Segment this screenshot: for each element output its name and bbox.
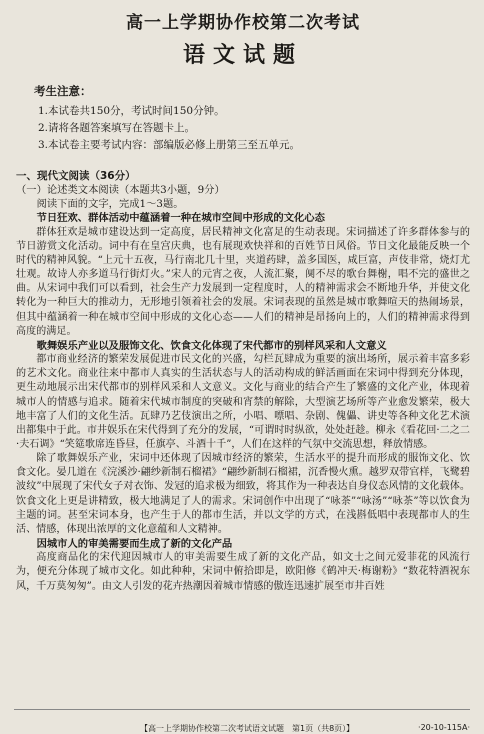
passage-heading-2: 歌舞娱乐产业以及服饰文化、饮食文化体现了宋代都市的别样风采和人文意义 <box>36 339 387 352</box>
exam-title: 高一上学期协作校第二次考试 <box>126 13 360 33</box>
notice-item: 2.请将各题答案填写在答题卡上。 <box>38 122 196 134</box>
instruction: 阅读下面的文字，完成1～3题。 <box>36 198 184 211</box>
footer-page-info: 【高一上学期协作校第二次考试语文试题 第1页（共8页）】 <box>140 724 355 733</box>
passage-heading-1: 节日狂欢、群体活动中蕴涵着一种在城市空间中形成的文化心态 <box>36 212 325 225</box>
footer-code: ·20-10-115A· <box>418 723 470 732</box>
passage-heading-3: 因城市人的审美需要而生成了新的文化产品 <box>36 538 233 551</box>
passage-paragraph-4: 高度商品化的宋代迎因城市人的审美需要生成了新的文化产品，如文士之间元爱菲花的风流行为，便充分体现了城市文化。如此种种，宋词中俯拾即是，欧阳修《鹤冲天·梅谢粉》“数花特酒祝东风，千万莫匆匆”。由文人引发的花卉热潮因着城市情感的傲连迅速扩展至市井百姓 <box>16 552 470 592</box>
notice-title: 考生注意： <box>34 84 92 98</box>
notice-item: 1.本试卷共150分，考试时间150分钟。 <box>38 105 225 117</box>
section-title: 一、现代文阅读（36分） <box>16 170 136 182</box>
subject-title: 语文试题 <box>182 43 303 68</box>
passage-paragraph-3: 除了歌舞娱乐产业，宋词中还体现了因城市经济的繁荣，生活水平的提升而形成的服饰文化、饮食文化。晏几道在《浣溪沙·翩纱新制石榴裙》“翩纱新制石榴裙，沉香慢火熏。越罗双带官样，飞鹭碧波纹”中展现了宋代女子对衣饰、发冠的追求极为细致，将其作为一种表达自身仪态风情的文化载体。饮食文化上更是讲精致，极大地满足了人的需求。宋词创作中出现了“咏茶”“咏汤”“咏茶”等以饮食为主题的词。甚至宋词本身，也产生于人的都市生活，并以文学的方式，在浅斟低唱中表现都市人的生活、情感，体现出浓厚的文化意蕴和人文精神。 <box>16 453 470 535</box>
subsection-title: （一）论述类文本阅读（本题共3小题，9分） <box>16 184 225 196</box>
passage-paragraph-2: 都市商业经济的繁荣发展促进市民文化的兴盛，勾栏瓦肆成为重要的演出场所，展示着丰富多彩的艺术文化。商业往来中都市人真实的生活状态与人的活动构成的鲜活画面在宋词中得到充分体现，更生动地展示出宋代都市的别样风采和人文意义。文化与商业的结合产生了繁盛的文化产业，体现着城市人的情感与追求。随着宋代城市制度的突破和宵禁的解除，大型演艺场所等产业愈发繁荣，极大地丰富了人们的文化生活。瓦肆乃艺伎演出之所，小唱、嘌唱、杂剧、傀儡、讲史等各种文化艺术演出都集中于此。市井娱乐在宋代得到了充分的发展，“可谓时时纵欲，处处赶趁。柳永《看花回·二之二·夫石调》“笑筵歌席连昏昼，任旗亭、斗酒十千”，人们在这样的气氛中交流思想，释放情感。 <box>16 354 470 450</box>
footer-divider <box>14 709 470 710</box>
passage-paragraph-1: 群体狂欢是城市建设达到一定高度，居民精神文化富足的生动表现。宋词描述了许多群体参与的节日游赏文化活动。词中有在皇宫庆典，也有展现欢快祥和的百姓节日风俗。节日文化最能反映一个时代的精神风貌。“上元十五夜，马行南北几十里，夹道药肆，盖多国医，咸巨富，声伎非常，烧灯尤壮观。故诗人亦多道马行街灯火。”宋人的元宵之夜，人流汇聚，阒不尽的歌台舞榭，唱不完的盛世之曲。从宋词中我们可以看到，社会生产力发展到一定程度时，人的精神需求会不断地升华，并使文化转化为一种巨大的推动力，无形地引领着社会的发展。宋词表现的虽然是城市歌舞喧天的热闹场景，但其中蕴涵着一种在城市空间中形成的文化心态——人们的精神是昂扬向上的，人们的精神需求得到高度的满足。 <box>16 226 470 337</box>
notice-item: 3.本试卷主要考试内容：部编版必修上册第三至五单元。 <box>38 139 301 151</box>
